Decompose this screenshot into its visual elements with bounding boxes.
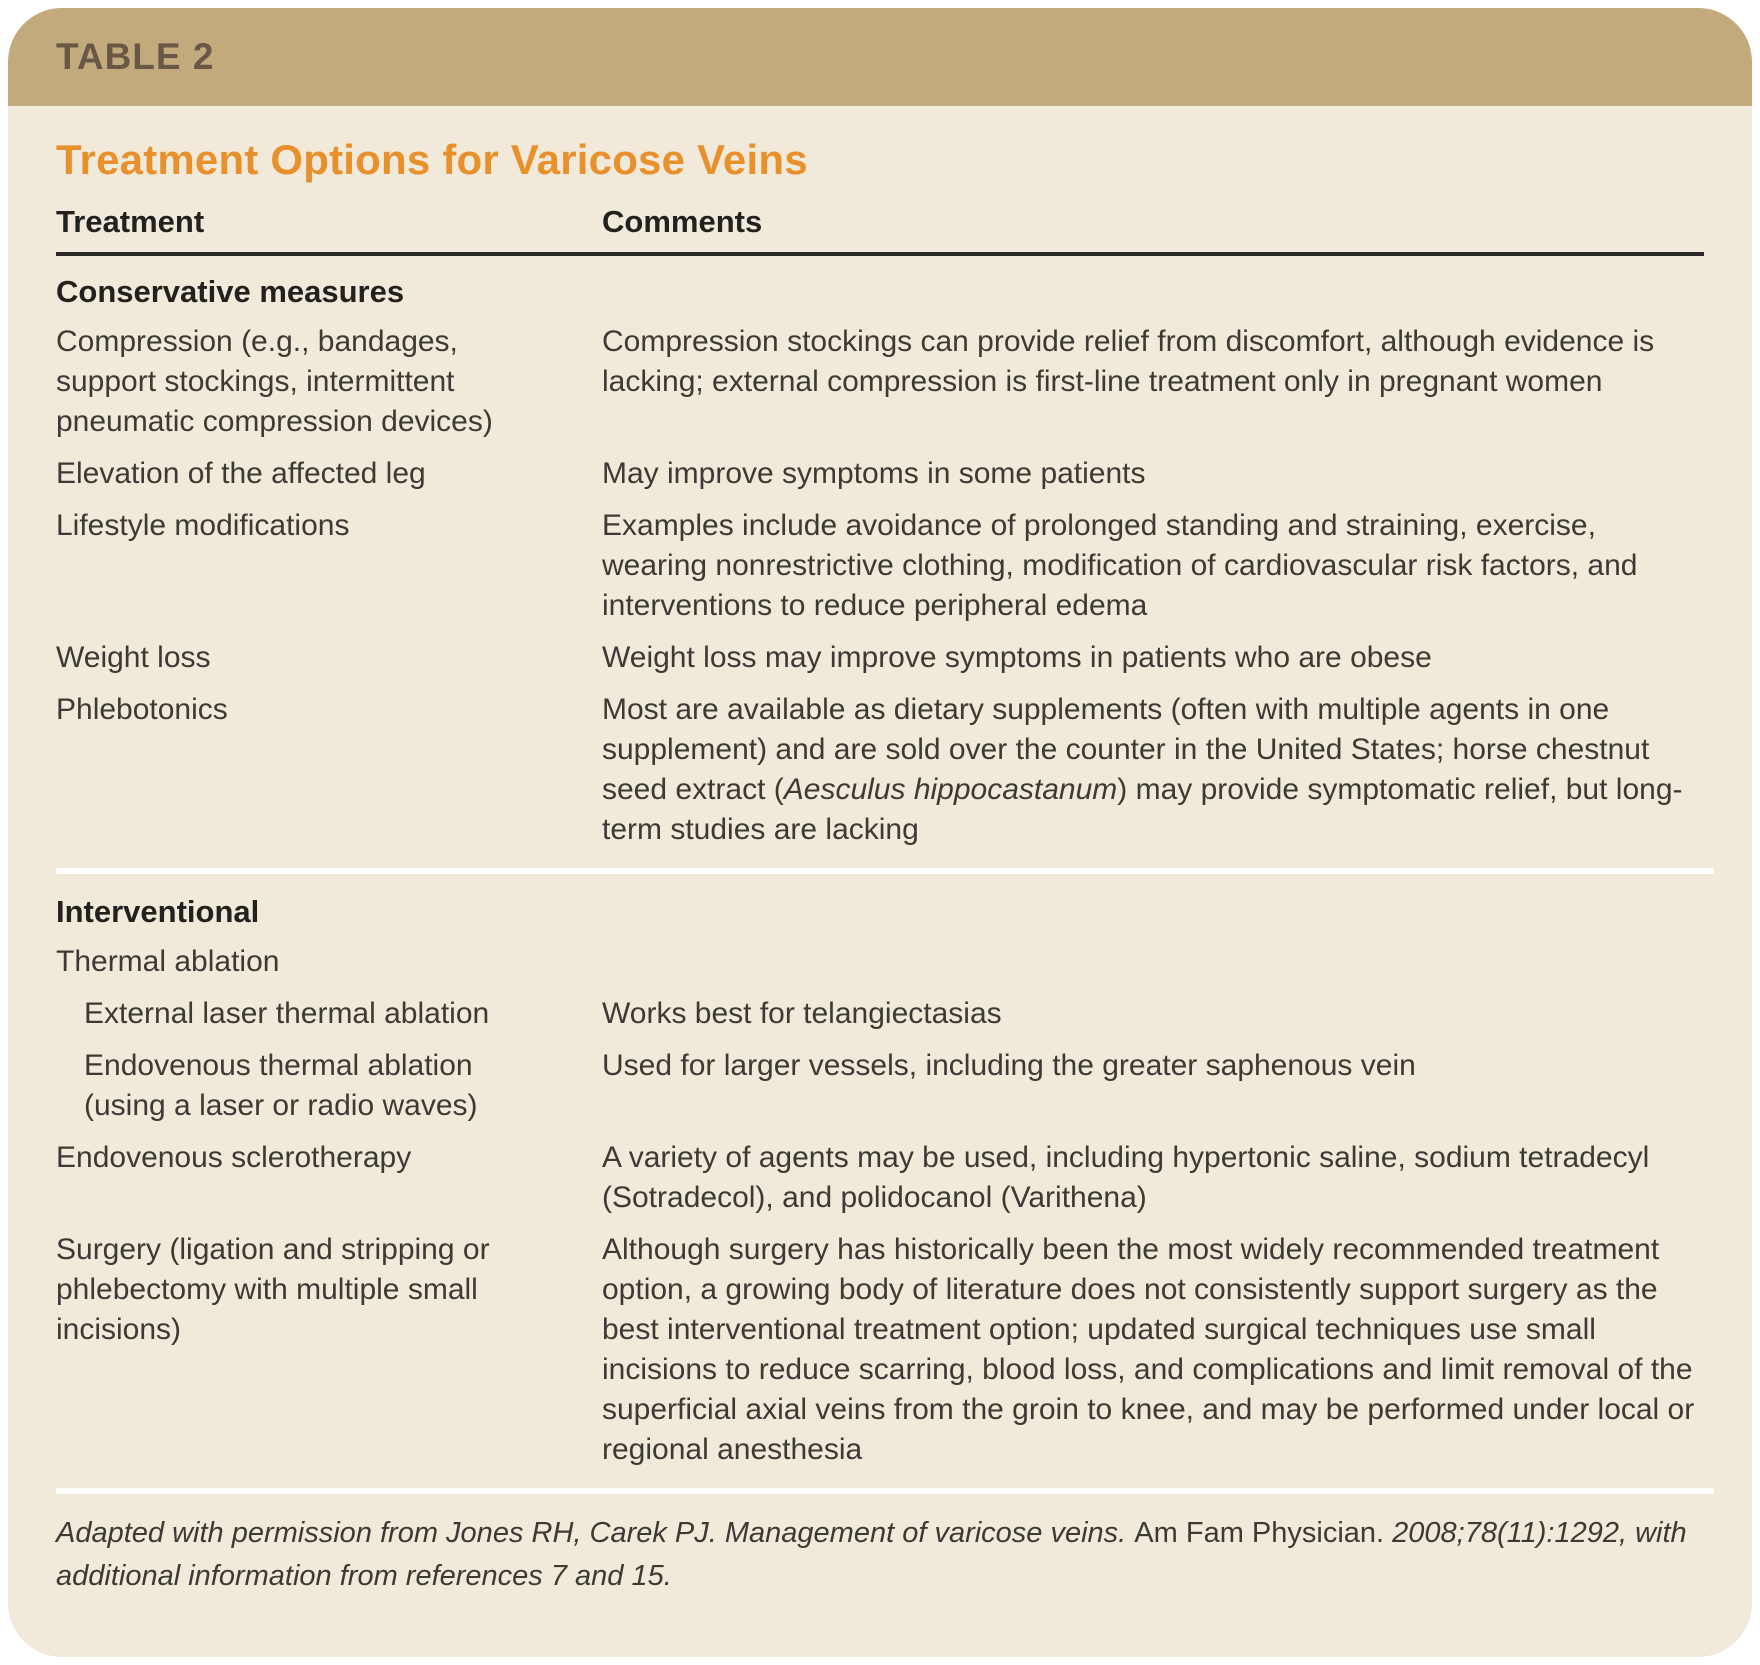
treatment-cell: Compression (e.g., bandages, support stockings, intermittent pneumatic compression devices) (56, 325, 493, 438)
section-heading: Interventional (56, 894, 260, 929)
column-header-row (56, 204, 1704, 240)
footnote-italic-segment: 2008;78(11):1292, with additional information from references 7 and 15. (56, 1517, 1687, 1592)
treatment-cell: Endovenous sclerotherapy (56, 1141, 412, 1174)
header-rule (56, 252, 1704, 256)
treatment-cell: Surgery (ligation and stripping or phlebectomy with multiple small incisions) (56, 1233, 490, 1346)
column-header-treatment: Treatment (56, 204, 205, 239)
table-row (56, 638, 1704, 678)
comment-segment: A variety of agents may be used, including hypertonic saline, sodium tetradecyl (Sotradecol), and polidocanol (Varithena) (602, 1141, 1650, 1214)
comment-segment: Compression stockings can provide relief from discomfort, although evidence is lacking; external compression is first-line treatment only in pregnant women (602, 325, 1655, 398)
table-row (56, 994, 1704, 1034)
treatment-cell: Thermal ablation (56, 945, 280, 978)
comment-segment: Although surgery has historically been the most widely recommended treatment option, a growing body of literature does not consistently support surgery as the best interventional treatment option; updated surgical techniques use small incisions to reduce scarring, blood loss, and complications and limit removal of the superficial axial veins from the groin to knee, and may be performed under local or regional anesthesia (602, 1233, 1695, 1466)
comment-cell (602, 638, 1704, 678)
footnote (56, 1512, 1704, 1598)
comment-cell (602, 1046, 1704, 1126)
comment-cell (602, 1230, 1704, 1470)
comment-segment: Used for larger vessels, including the greater saphenous vein (602, 1049, 1416, 1082)
table-row (56, 1230, 1704, 1470)
table-card-header (8, 8, 1752, 106)
section-divider-rule (56, 868, 1714, 874)
treatment-cell: Endovenous thermal ablation (using a laser or radio waves) (84, 1049, 478, 1122)
footnote-roman-segment: Am Fam Physician. (1134, 1517, 1385, 1549)
table-body (56, 272, 1704, 1470)
table-number-label: TABLE 2 (56, 36, 215, 77)
table-title: Treatment Options for Varicose Veins (56, 136, 808, 183)
table-row (56, 1138, 1704, 1218)
comment-segment: ) may provide symptomatic relief, but long-term studies are lacking (602, 773, 1683, 846)
column-header-comments: Comments (602, 204, 763, 239)
page (0, 8, 1760, 1657)
comment-segment: Weight loss may improve symptoms in patients who are obese (602, 641, 1432, 674)
table-row (56, 690, 1704, 850)
comment-segment: Works best for telangiectasias (602, 997, 1002, 1030)
section-heading: Conservative measures (56, 274, 405, 309)
comment-cell (602, 690, 1704, 850)
table-row (56, 322, 1704, 442)
comment-cell (602, 942, 1704, 982)
table-row (56, 942, 1704, 982)
table-row (56, 454, 1704, 494)
comment-cell (602, 994, 1704, 1034)
comment-segment: May improve symptoms in some patients (602, 457, 1146, 490)
treatment-cell: Lifestyle modifications (56, 509, 350, 542)
table-card (8, 8, 1752, 1657)
comment-cell (602, 506, 1704, 626)
comment-cell (602, 1138, 1704, 1218)
treatment-cell: Phlebotonics (56, 693, 228, 726)
table-row (56, 506, 1704, 626)
table-card-body (8, 106, 1752, 1657)
comment-segment: Most are available as dietary supplements (often with multiple agents in one supplement) and are sold over the counter in the United States; horse chestnut seed extract ( (602, 693, 1650, 806)
comment-cell (602, 322, 1704, 442)
treatment-cell: Weight loss (56, 641, 211, 674)
comment-italic-segment: Aesculus hippocastanum (783, 773, 1118, 806)
footnote-divider-rule (56, 1488, 1714, 1494)
footnote-italic-segment: Adapted with permission from Jones RH, Carek PJ. Management of varicose veins. (56, 1517, 1135, 1549)
comment-segment: Examples include avoidance of prolonged standing and straining, exercise, wearing nonrestrictive clothing, modification of cardiovascular risk factors, and interventions to reduce peripheral edema (602, 509, 1638, 622)
comment-cell (602, 454, 1704, 494)
treatment-cell: External laser thermal ablation (84, 997, 490, 1030)
treatment-cell: Elevation of the affected leg (56, 457, 426, 490)
table-row (56, 1046, 1704, 1126)
